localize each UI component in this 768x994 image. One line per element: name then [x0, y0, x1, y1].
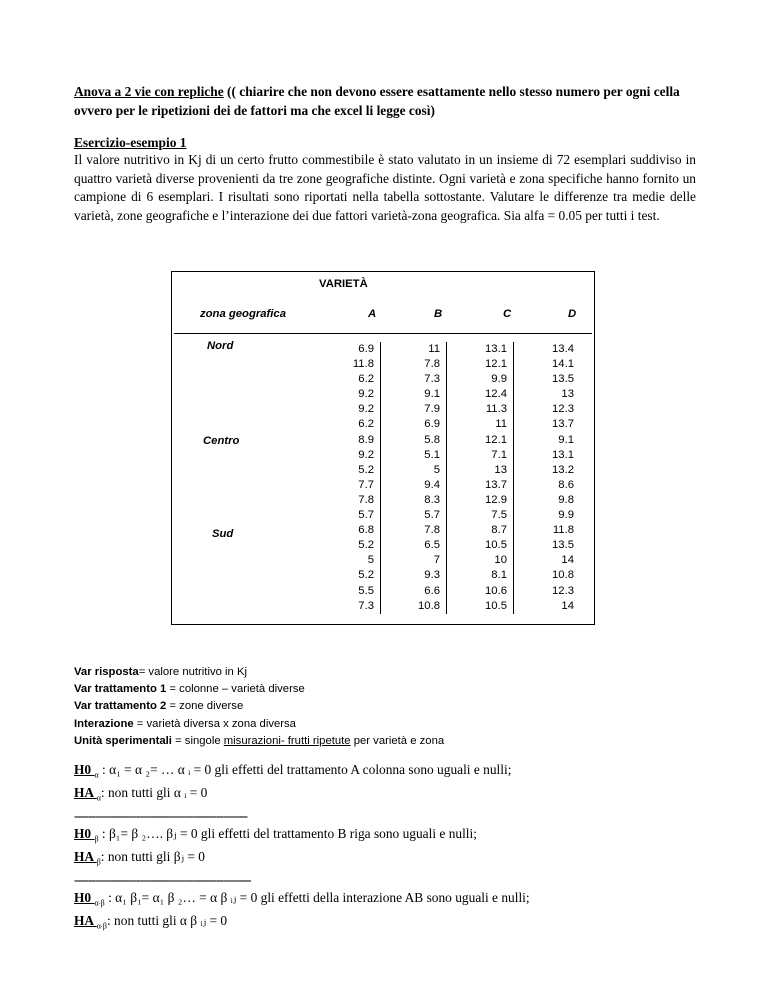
var-trattamento-2: [74, 698, 444, 715]
ha-beta: [74, 848, 530, 871]
cell-a-15: 5.2: [358, 569, 374, 582]
cell-b-9: 9.4: [424, 478, 440, 491]
cell-d-3: 13: [561, 388, 574, 401]
cell-a-3: 9.2: [358, 388, 374, 401]
col-header-c: C: [503, 308, 512, 320]
cell-c-16: 10.6: [485, 584, 507, 597]
cell-b-15: 9.3: [424, 569, 440, 582]
cell-d-15: 10.8: [552, 569, 574, 582]
cell-d-12: 11.8: [552, 524, 574, 537]
ha-beta-text: : non tutti gli βⱼ = 0: [100, 849, 205, 865]
cell-a-9: 7.7: [358, 478, 374, 491]
cell-d-1: 14.1: [552, 358, 574, 371]
cell-b-0: 11: [428, 343, 440, 355]
cell-c-3: 12.4: [485, 388, 507, 401]
cell-d-5: 13.7: [552, 418, 574, 431]
cell-c-11: 7.5: [491, 509, 507, 522]
var-interazione-label: Interazione: [74, 717, 134, 730]
cell-b-7: 5.1: [424, 448, 440, 461]
ha-ab-label: [74, 912, 107, 931]
cell-c-7: 7.1: [491, 448, 507, 461]
var-interazione: [74, 716, 444, 733]
h0-beta-label-text: H0: [74, 825, 92, 841]
h0-alpha-sub: α: [94, 770, 99, 780]
cell-a-17: 7.3: [358, 599, 374, 612]
h0-alpha-text: : α₁ = α ₂= … α ᵢ = 0 gli effetti del trattamento A colonna sono uguali e nulli;: [98, 762, 512, 777]
ha-interaction: [74, 912, 530, 935]
cell-c-6: 12.1: [485, 433, 507, 446]
title-underlined: Anova a 2 vie con repliche: [74, 84, 224, 99]
col-header-a: A: [368, 308, 377, 320]
cell-c-1: 12.1: [485, 358, 507, 371]
hypotheses-block: [74, 761, 530, 935]
cell-d-0: 13.4: [552, 343, 574, 355]
var-trattamento-1: [74, 681, 444, 698]
variables-block: [74, 664, 444, 750]
h0-beta-sub: β: [94, 834, 99, 844]
cell-c-17: 10.5: [485, 599, 507, 612]
cell-c-2: 9.9: [491, 373, 507, 386]
h0-ab-label-text: H0: [74, 889, 92, 905]
cell-b-2: 7.3: [424, 373, 440, 386]
ha-ab-sub: α β: [96, 921, 107, 931]
cell-c-14: 10: [494, 554, 507, 567]
separator-1: --------------------------------------------------: [74, 808, 247, 824]
cell-a-5: 6.2: [358, 418, 374, 431]
h0-beta-text: : β₁= β ₂…. βⱼ = 0 gli effetti del trattamento B riga sono uguali e nulli;: [98, 825, 477, 841]
cell-b-13: 6.5: [424, 539, 440, 552]
h0-beta: [74, 825, 530, 848]
zone-sud: Sud: [212, 528, 234, 540]
var-unita: [74, 733, 444, 750]
cell-a-13: 5.2: [358, 539, 374, 552]
cell-a-6: 8.9: [358, 433, 374, 446]
var-unita-underlined: misurazioni- frutti ripetute: [223, 734, 351, 747]
cell-a-16: 5.5: [358, 584, 374, 597]
cell-a-8: 5.2: [358, 463, 374, 476]
cell-b-6: 5.8: [424, 433, 440, 446]
h0-alpha-label: [74, 762, 99, 780]
var-risposta-value: = valore nutritivo in Kj: [138, 666, 248, 678]
col-header-d: D: [568, 308, 577, 320]
ha-ab-label-text: HA: [74, 912, 94, 928]
cell-d-10: 9.8: [558, 493, 574, 506]
cell-d-4: 12.3: [552, 403, 574, 416]
ha-beta-sub: β: [96, 857, 101, 867]
cell-d-17: 14: [561, 599, 574, 612]
column-d-values: [534, 342, 574, 614]
cell-c-10: 12.9: [485, 493, 507, 506]
cell-b-10: 8.3: [424, 493, 440, 506]
cell-d-14: 14: [561, 554, 574, 567]
cell-c-0: 13.1: [485, 343, 507, 355]
cell-b-14: 7: [433, 554, 440, 567]
var-tratt1-value: = colonne – varietà diverse: [166, 683, 305, 696]
ha-beta-label-text: HA: [74, 849, 94, 865]
h0-interaction: [74, 889, 530, 912]
cell-a-7: 9.2: [358, 448, 374, 461]
var-tratt2-label: Var trattamento 2: [74, 700, 167, 713]
cell-d-16: 12.3: [552, 584, 574, 597]
var-unita-pre: = singole: [171, 734, 224, 747]
cell-c-15: 8.1: [491, 569, 507, 582]
cell-a-12: 6.8: [358, 524, 374, 537]
cell-d-8: 13.2: [552, 463, 574, 476]
header-rule: [174, 333, 592, 334]
exercise-text: Il valore nutritivo in Kj di un certo frutto commestibile è stato valutato in un insieme di 72 esemplari suddiviso in quattro varietà diverse provenienti da tre zone geografiche distinte. Ogni varietà e zona specifiche hanno fornito un campione di 6 esemplari. I risultati sono riportati nella tabella sottostante. Valutare le differenze tra medie delle varietà, zone geografiche e l’interazione dei due fattori varietà-zona geografica. Sia alfa = 0.05 per tutti i test.: [74, 152, 696, 224]
cell-c-13: 10.5: [485, 539, 507, 552]
ha-alpha-label-text: HA: [74, 785, 94, 801]
cell-d-11: 9.9: [558, 509, 574, 522]
cell-a-10: 7.8: [358, 493, 374, 506]
separator-2: ---------------------------------------------------: [74, 872, 251, 888]
zone-centro: Centro: [203, 435, 240, 447]
zone-nord: Nord: [207, 340, 234, 352]
cell-b-11: 5.7: [424, 509, 440, 522]
ha-alpha-label: [74, 785, 101, 803]
var-tratt2-value: = zone diverse: [166, 700, 244, 713]
cell-b-12: 7.8: [424, 524, 440, 537]
var-risposta: [74, 664, 444, 681]
h0-alpha: [74, 761, 530, 784]
cell-c-8: 13: [494, 463, 507, 476]
cell-b-16: 6.6: [424, 584, 440, 597]
title-rest: (( chiarire che non devono essere esattamente nello stesso numero per ogni cella ovvero per le ripetizioni dei de fattori ma che excel li legge così): [74, 84, 680, 118]
row-header: zona geografica: [200, 308, 287, 320]
cell-a-14: 5: [367, 554, 374, 567]
cell-d-2: 13.5: [552, 373, 574, 386]
col-header-b: B: [434, 308, 443, 320]
cell-b-8: 5: [433, 463, 440, 476]
exercise-heading: Esercizio-esempio 1: [74, 135, 187, 150]
ha-alpha-sub: α: [96, 793, 101, 803]
cell-a-2: 6.2: [358, 373, 374, 386]
h0-ab-text: : α₁ β₁= α₁ β ₂… = α β ᵢⱼ = 0 gli effetti della interazione AB sono uguali e nulli;: [104, 889, 530, 905]
ha-ab-text: : non tutti gli α β ᵢⱼ = 0: [106, 912, 228, 928]
cell-c-5: 11: [495, 418, 507, 431]
cell-b-5: 6.9: [424, 418, 440, 431]
var-unita-label: Unità sperimentali: [74, 734, 172, 747]
cell-b-17: 10.8: [418, 599, 440, 612]
group-header: VARIETÀ: [319, 278, 368, 290]
column-b-values: [400, 342, 447, 614]
cell-d-13: 13.5: [552, 539, 574, 552]
data-table: [171, 271, 595, 625]
var-tratt1-label: Var trattamento 1: [74, 683, 167, 696]
cell-a-4: 9.2: [358, 403, 374, 416]
var-risposta-label: Var risposta: [74, 666, 139, 678]
column-a-values: [334, 342, 381, 614]
h0-alpha-label-text: H0: [74, 762, 92, 777]
document-title: [74, 82, 704, 120]
var-unita-post: per varietà e zona: [350, 734, 445, 747]
var-interazione-value: = varietà diversa x zona diversa: [133, 717, 296, 730]
ha-alpha-text: : non tutti gli α ᵢ = 0: [100, 785, 208, 801]
cell-b-1: 7.8: [424, 358, 440, 371]
h0-ab-sub: α β: [94, 898, 105, 908]
ha-beta-label: [74, 849, 101, 867]
cell-d-7: 13.1: [552, 448, 574, 461]
column-c-values: [467, 342, 514, 614]
cell-c-4: 11.3: [485, 403, 507, 416]
cell-d-9: 8.6: [558, 478, 574, 491]
cell-c-9: 13.7: [485, 478, 507, 491]
h0-beta-label: [74, 825, 99, 844]
cell-b-4: 7.9: [424, 403, 440, 416]
cell-b-3: 9.1: [424, 388, 440, 401]
cell-d-6: 9.1: [558, 433, 574, 446]
cell-a-11: 5.7: [358, 509, 374, 522]
cell-a-1: 11.8: [352, 358, 374, 371]
cell-c-12: 8.7: [491, 524, 507, 537]
cell-a-0: 6.9: [358, 343, 374, 355]
ha-alpha: [74, 784, 530, 807]
h0-ab-label: [74, 889, 105, 908]
